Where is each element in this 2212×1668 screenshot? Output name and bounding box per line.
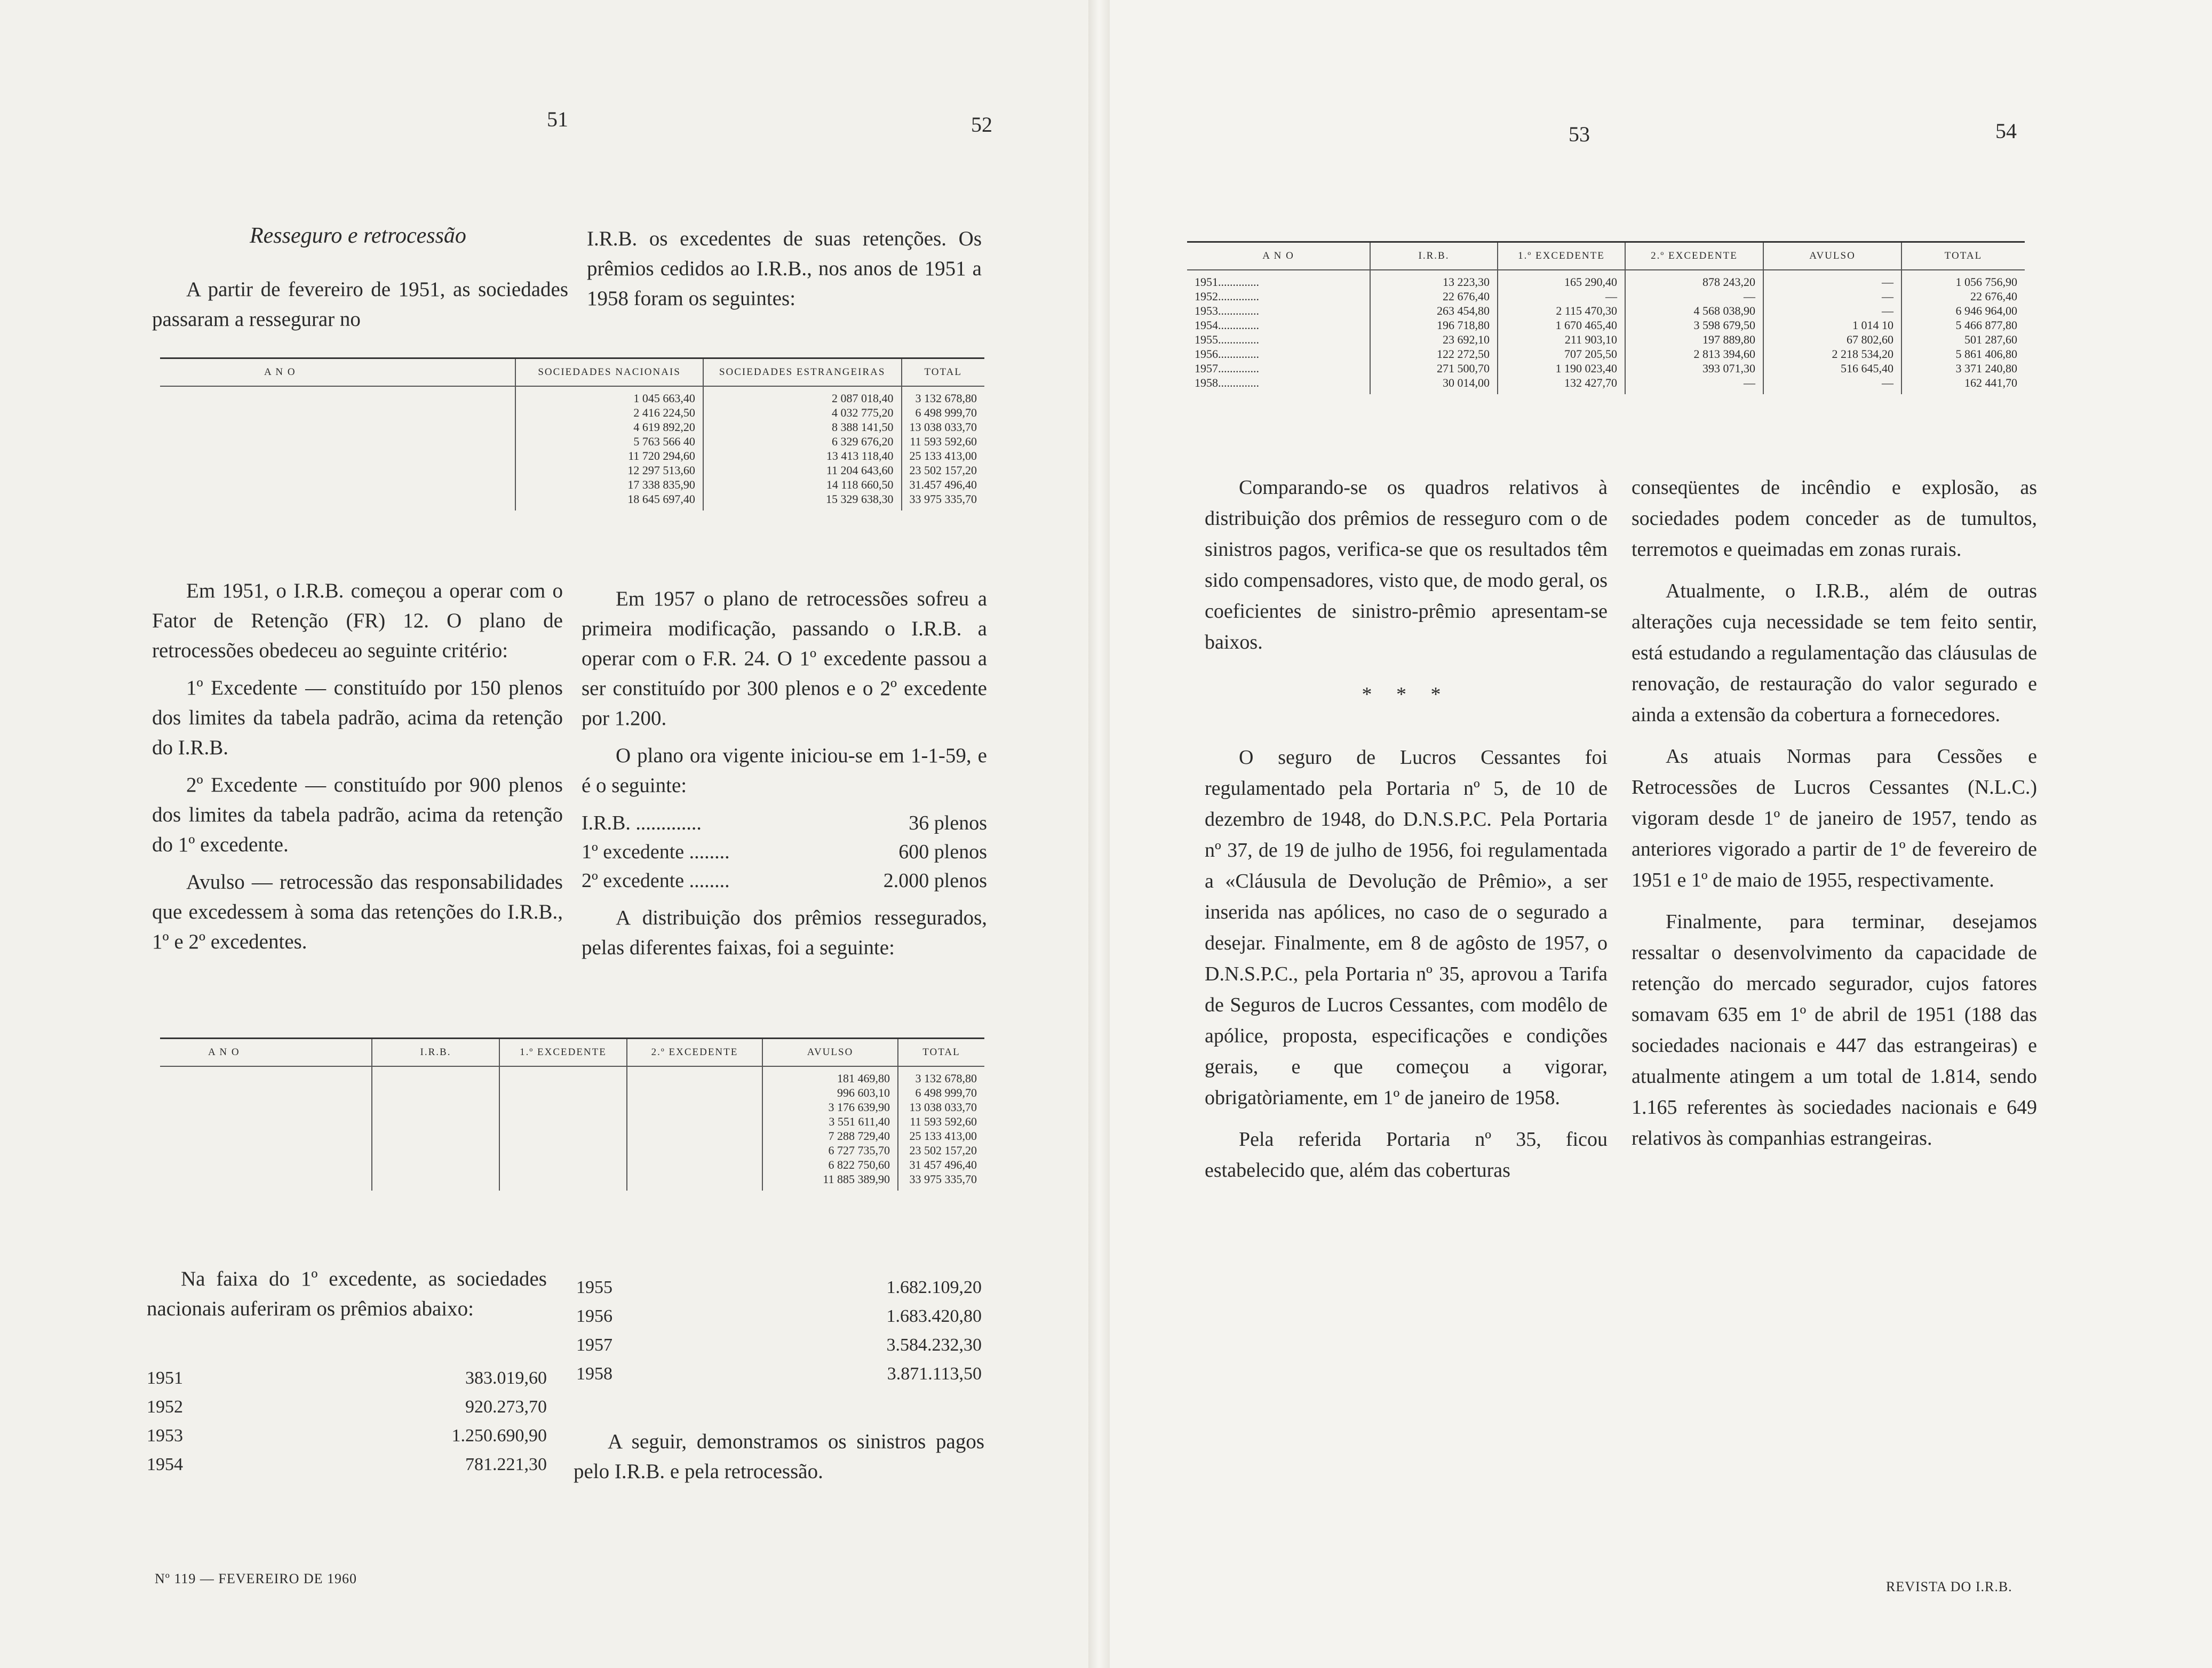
faixa-row: 1955 1.682.109,20 xyxy=(576,1278,982,1297)
table-cell: 271 500,70 xyxy=(1437,362,1490,375)
irb-column-empty xyxy=(372,1066,499,1191)
table-cell: 516 645,40 xyxy=(1841,362,1893,375)
table-cell: 2 416 224,50 xyxy=(633,406,695,419)
paragraph-lucros-cessantes: O seguro de Lucros Cessantes foi regulamentado pela Portaria nº 5, de 10 de dezembro de 1948, do D.N.S.P.C. Pela Portaria nº 37, de 19 de julho de 1956, foi regulamentada a «Cláusula de Devolução de Prêmio», a ser inserida nas apólices, no caso de o segurado a desejar. Finalmente, em 8 de agôsto de 1957, o D.N.S.P.C., pela Portaria nº 35, aprovou a Tarifa de Seguros de Lucros Cessantes, com modêlo de apólice, proposta, especificações e condições gerais, e que começou a vigorar, obrigatòriamente, em 1º de janeiro de 1958. xyxy=(1205,746,1608,1109)
paragraph-comparison: Comparando-se os quadros relativos à distribuição dos prêmios de resseguro com o de sinistros pagos, verifica-se que os resultados têm sido compensadores, visto que, de modo geral, os coeficientes de sinistro-prêmio apresentam-se baixos. xyxy=(1205,476,1608,653)
plenos-row: I.R.B. ............. 36 plenos xyxy=(582,812,987,834)
faixa-row: 1951 383.019,60 xyxy=(147,1368,547,1388)
page-53-text xyxy=(1205,472,1608,1186)
table-cell: 5 861 406,80 xyxy=(1955,347,2017,361)
table-cell: 6 329 676,20 xyxy=(832,435,894,448)
page-number-52: 52 xyxy=(971,113,992,137)
excedente-1-column xyxy=(1498,270,1625,394)
table-cell: 31 457 496,40 xyxy=(909,1158,977,1171)
premiums-table-nationality xyxy=(160,357,984,510)
table-cell: 18 645 697,40 xyxy=(627,492,695,506)
faixa-row: 1953 1.250.690,90 xyxy=(147,1426,547,1446)
table-cell: 3 132 678,80 xyxy=(915,1072,977,1085)
table-cell: 23 502 157,20 xyxy=(909,464,977,477)
avulso-column xyxy=(1763,270,1901,394)
col-header-1-excedente: 1.º EXCEDENTE xyxy=(499,1039,627,1067)
table-cell: 2 115 470,30 xyxy=(1556,304,1617,317)
faixa-row: 1958 3.871.113,50 xyxy=(576,1364,982,1384)
paragraph-2-excedente: 2º Excedente — constituído por 900 plenos dos limites da tabela padrão, acima da retenção do 1º excedente. xyxy=(152,773,563,856)
faixa-list-2 xyxy=(576,1278,982,1393)
table-cell: 11 593 592,60 xyxy=(910,435,977,448)
table-cell: 67 802,60 xyxy=(1847,333,1893,346)
table-cell: 1 670 465,40 xyxy=(1555,318,1617,332)
col-header-avulso: AVULSO xyxy=(1763,242,1901,270)
section-heading: Resseguro e retrocessão xyxy=(250,224,466,248)
table-cell: 25 133 413,00 xyxy=(909,1129,977,1143)
table-cell: 25 133 413,00 xyxy=(909,449,977,462)
table-cell: 6 498 999,70 xyxy=(915,1086,977,1099)
table-cell: 1953.............. xyxy=(1195,304,1259,317)
table-cell: — xyxy=(1744,376,1755,389)
paragraph-portaria-35: Pela referida Portaria nº 35, ficou estabelecido que, além das coberturas xyxy=(1205,1128,1608,1182)
paragraph-distribution: A distribuição dos prêmios ressegurados, pelas diferentes faixas, foi a seguinte: xyxy=(582,906,987,959)
col-header-total: TOTAL xyxy=(898,1039,984,1067)
table-cell: 393 071,30 xyxy=(1702,362,1755,375)
table-cell: 6 727 735,70 xyxy=(828,1144,890,1157)
table-cell: 1951.............. xyxy=(1195,275,1259,289)
nacionais-column xyxy=(515,386,703,510)
col-header-ano: A N O xyxy=(1187,242,1370,270)
table-cell: 1955.............. xyxy=(1195,333,1259,346)
table-cell: 33 975 335,70 xyxy=(909,492,977,506)
table-cell: — xyxy=(1605,290,1617,303)
table-cell: 11 593 592,60 xyxy=(910,1115,977,1128)
col-header-ano: A N O xyxy=(160,358,515,387)
paragraph-avulso: Avulso — retrocessão das responsabilidades que excedessem à soma das retenções do I.R.B., 1º e 2º excedentes. xyxy=(152,871,563,953)
table-cell: 2 218 534,20 xyxy=(1832,347,1893,361)
table-cell: 13 223,30 xyxy=(1443,275,1490,289)
table-cell: — xyxy=(1744,290,1755,303)
paragraph-1-excedente: 1º Excedente — constituído por 150 plenos dos limites da tabela padrão, acima da retenção do I.R.B. xyxy=(152,676,563,759)
table-cell: 7 288 729,40 xyxy=(828,1129,890,1143)
excedente-2-column-empty xyxy=(627,1066,762,1191)
table-cell: 23 502 157,20 xyxy=(909,1144,977,1157)
total-column xyxy=(902,386,985,510)
table-cell: 13 038 033,70 xyxy=(909,1100,977,1114)
paragraph-coberturas: conseqüentes de incêndio e explosão, as sociedades podem conceder as de tumultos, terremotos e queimadas em zonas rurais. xyxy=(1632,476,2037,561)
table-cell: 181 469,80 xyxy=(837,1072,890,1085)
table-cell: 707 205,50 xyxy=(1564,347,1617,361)
table-cell: 11 720 294,60 xyxy=(628,449,695,462)
table-cell: — xyxy=(1882,275,1893,289)
table-cell: 12 297 513,60 xyxy=(627,464,695,477)
table-cell: — xyxy=(1882,290,1893,303)
table-cell: 6 498 999,70 xyxy=(915,406,977,419)
table-cell: 4 619 892,20 xyxy=(633,420,695,434)
page-number-53: 53 xyxy=(1569,122,1590,146)
paragraph-1957-plan: Em 1957 o plano de retrocessões sofreu a primeira modificação, passando o I.R.B. a operar com o F.R. 24. O 1º excedente passou a ser constituído por 300 plenos e o 2º excedente por 1.200. xyxy=(582,587,987,730)
table-cell: 501 287,60 xyxy=(1964,333,2017,346)
table-cell: 5 763 566 40 xyxy=(633,435,695,448)
faixa-list-1 xyxy=(147,1368,547,1483)
table-cell: 1 014 10 xyxy=(1852,318,1893,332)
plenos-list xyxy=(582,808,987,895)
table-cell: 23 692,10 xyxy=(1443,333,1490,346)
table-cell: 11 885 389,90 xyxy=(823,1172,890,1186)
page-number-54: 54 xyxy=(1995,119,2017,143)
total-column xyxy=(898,1066,984,1191)
table-cell: 122 272,50 xyxy=(1437,347,1490,361)
table-cell: 30 014,00 xyxy=(1443,376,1490,389)
table-cell: 2 087 018,40 xyxy=(832,392,894,405)
table-cell: 3 176 639,90 xyxy=(828,1100,890,1114)
paragraph-atualmente: Atualmente, o I.R.B., além de outras alterações cuja necessidade se tem feito sentir, está estudando a regulamentação das cláusulas de renovação, de restauração do valor segurado e ainda a extensão da cobertura a fornecedores. xyxy=(1632,580,2037,726)
col-header-estrangeiras: SOCIEDADES ESTRANGEIRAS xyxy=(703,358,902,387)
paragraph-fator-retencao: Em 1951, o I.R.B. começou a operar com o Fator de Retenção (FR) 12. O plano de retrocessões obedeceu ao seguinte critério: xyxy=(152,579,563,662)
table-cell: 1958.............. xyxy=(1195,376,1259,389)
table-cell: — xyxy=(1882,376,1893,389)
col-header-total: TOTAL xyxy=(1901,242,2025,270)
table-cell: 6 946 964,00 xyxy=(1955,304,2017,317)
table-cell: 197 889,80 xyxy=(1702,333,1755,346)
table-cell: 1957.............. xyxy=(1195,362,1259,375)
footer-issue: Nº 119 — FEVEREIRO DE 1960 xyxy=(155,1571,357,1586)
table-cell: 5 466 877,80 xyxy=(1955,318,2017,332)
continuation-paragraph: I.R.B. os excedentes de suas retenções. Os prêmios cedidos ao I.R.B., nos anos de 1951 a 1958 foram os seguintes: xyxy=(587,227,982,310)
table-cell: 1 056 756,90 xyxy=(1955,275,2017,289)
table-cell: 1952.............. xyxy=(1195,290,1259,303)
column-2-text xyxy=(582,584,987,970)
col-header-2-excedente: 2.º EXCEDENTE xyxy=(1625,242,1763,270)
table-cell: 132 427,70 xyxy=(1564,376,1617,389)
table-cell: 3 598 679,50 xyxy=(1693,318,1755,332)
table-cell: 17 338 835,90 xyxy=(627,478,695,491)
table-cell: 22 676,40 xyxy=(1970,290,2017,303)
table-cell: 22 676,40 xyxy=(1443,290,1490,303)
col-header-nacionais: SOCIEDADES NACIONAIS xyxy=(515,358,703,387)
irb-column xyxy=(1370,270,1498,394)
col-header-2-excedente: 2.º EXCEDENTE xyxy=(627,1039,762,1067)
table-cell: 13 038 033,70 xyxy=(909,420,977,434)
table-cell: 15 329 638,30 xyxy=(826,492,894,506)
table-cell: 33 975 335,70 xyxy=(909,1172,977,1186)
col-header-total: TOTAL xyxy=(902,358,985,387)
paragraph-faixa: Na faixa do 1º excedente, as sociedades nacionais auferiram os prêmios abaixo: xyxy=(147,1267,547,1320)
paragraph-normas: As atuais Normas para Cessões e Retrocessões de Lucros Cessantes (N.L.C.) vigoram desde 1º de janeiro de 1957, tendo as anteriores vigorado a partir de 1º de fevereiro de 1951 e 1º de maio de 1955, respectivamente. xyxy=(1632,745,2037,891)
table-cell: 8 388 141,50 xyxy=(832,420,894,434)
plenos-row: 1º excedente ........ 600 plenos xyxy=(582,841,987,863)
col-header-1-excedente: 1.º EXCEDENTE xyxy=(1498,242,1625,270)
table-cell: 2 813 394,60 xyxy=(1693,347,1755,361)
table-cell: 211 903,10 xyxy=(1564,333,1617,346)
table-cell: 1 190 023,40 xyxy=(1555,362,1617,375)
year-column-empty xyxy=(160,386,515,510)
premiums-table-bands xyxy=(160,1037,984,1191)
table-cell: 996 603,10 xyxy=(837,1086,890,1099)
paragraph-current-plan: O plano ora vigente iniciou-se em 1-1-59, e é o seguinte: xyxy=(582,744,987,797)
table-cell: 3 371 240,80 xyxy=(1955,362,2017,375)
table-cell: 165 290,40 xyxy=(1564,275,1617,289)
total-column xyxy=(1901,270,2025,394)
section-separator: * * * xyxy=(1362,683,1451,706)
intro-paragraph: A partir de fevereiro de 1951, as sociedades passaram a ressegurar no xyxy=(152,278,568,331)
year-column xyxy=(1187,270,1370,394)
year-column-empty xyxy=(160,1066,372,1191)
book-gutter xyxy=(1088,0,1110,1668)
column-1-text xyxy=(152,576,563,964)
claims-table xyxy=(1187,241,2025,394)
page-number-51: 51 xyxy=(547,107,568,131)
col-header-ano: A N O xyxy=(160,1039,372,1067)
table-cell: — xyxy=(1882,304,1893,317)
table-cell: 162 441,70 xyxy=(1964,376,2017,389)
table-cell: 4 568 038,90 xyxy=(1693,304,1755,317)
paragraph-sinistros-intro: A seguir, demonstramos os sinistros pagos pelo I.R.B. e pela retrocessão. xyxy=(574,1430,984,1483)
plenos-row: 2º excedente ........ 2.000 plenos xyxy=(582,869,987,892)
table-cell: 196 718,80 xyxy=(1437,318,1490,332)
table-cell: 11 204 643,60 xyxy=(826,464,894,477)
table-cell: 31.457 496,40 xyxy=(909,478,977,491)
faixa-row: 1957 3.584.232,30 xyxy=(576,1335,982,1355)
table-cell: 6 822 750,60 xyxy=(828,1158,890,1171)
excedente-1-column-empty xyxy=(499,1066,627,1191)
footer-magazine: REVISTA DO I.R.B. xyxy=(1886,1579,2012,1594)
faixa-row: 1956 1.683.420,80 xyxy=(576,1306,982,1326)
table-cell: 1956.............. xyxy=(1195,347,1259,361)
table-cell: 14 118 660,50 xyxy=(826,478,894,491)
faixa-row: 1952 920.273,70 xyxy=(147,1397,547,1417)
table-cell: 263 454,80 xyxy=(1437,304,1490,317)
avulso-column xyxy=(762,1066,898,1191)
table-cell: 3 132 678,80 xyxy=(915,392,977,405)
table-cell: 4 032 775,20 xyxy=(832,406,894,419)
table-cell: 3 551 611,40 xyxy=(829,1115,890,1128)
table-cell: 1 045 663,40 xyxy=(633,392,695,405)
table-cell: 13 413 118,40 xyxy=(826,449,894,462)
faixa-row: 1954 781.221,30 xyxy=(147,1455,547,1474)
page-54-text xyxy=(1632,472,2037,1154)
table-cell: 1954.............. xyxy=(1195,318,1259,332)
table-cell: 878 243,20 xyxy=(1702,275,1755,289)
paragraph-capacidade: Finalmente, para terminar, desejamos ressaltar o desenvolvimento da capacidade de retenção do mercado segurador, cujos fatores somavam 635 em 1º de abril de 1951 (188 das sociedades nacionais e 447 das estrangeiras) e atualmente atingem a um total de 1.814, sendo 1.165 referentes às sociedades nacionais e 649 relativos às companhias estrangeiras. xyxy=(1632,911,2037,1150)
col-header-avulso: AVULSO xyxy=(762,1039,898,1067)
estrangeiras-column xyxy=(703,386,902,510)
excedente-2-column xyxy=(1625,270,1763,394)
col-header-irb: I.R.B. xyxy=(1370,242,1498,270)
col-header-irb: I.R.B. xyxy=(372,1039,499,1067)
